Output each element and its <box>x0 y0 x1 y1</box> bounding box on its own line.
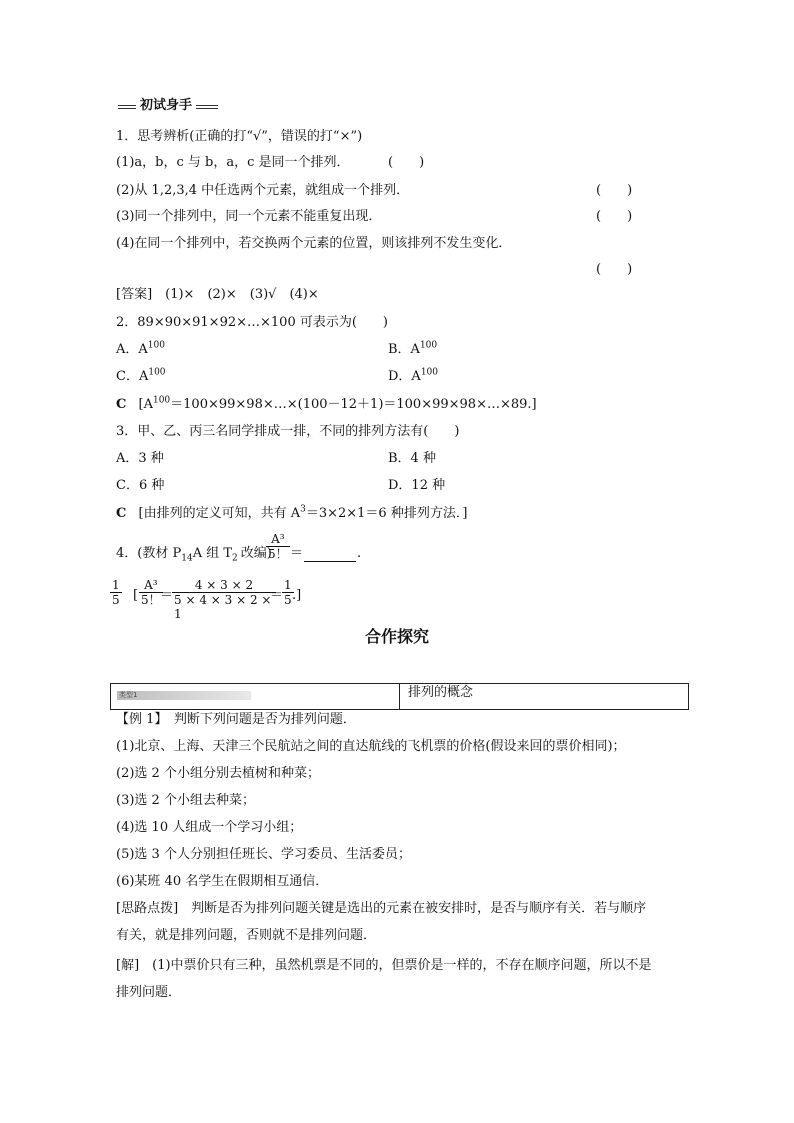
q2-option-d-sup: 100 <box>420 367 438 378</box>
q4-equals: ＝ <box>290 546 304 561</box>
q1-paren-2: ( ) <box>596 183 633 198</box>
q2-option-a-sup: 100 <box>147 340 165 351</box>
q3-answer <box>116 505 467 523</box>
q1-item-3: (3)同一个排列中，同一个元素不能重复出现． <box>116 209 382 224</box>
q4-ans-frac-2-num: 4 × 3 × 2 <box>194 578 254 592</box>
q3-answer-letter: C <box>116 506 127 521</box>
q2-option-c <box>116 368 166 386</box>
q4-ans-frac-2 <box>172 578 276 621</box>
q4-answer-blank <box>304 547 356 562</box>
example1-item-4: (4)选 10 人组成一个学习小组； <box>116 820 303 835</box>
q3-answer-text-1: [由排列的定义可知，共有 A <box>138 506 301 521</box>
q1-paren-1: ( ) <box>388 155 425 170</box>
q3-stem: 3．甲、乙、丙三名同学排成一排，不同的排列方法有( ) <box>116 424 460 439</box>
q2-option-c-text: C．A <box>116 369 149 384</box>
q1-item-2: (2)从 1,2,3,4 中任选两个元素，就组成一个排列． <box>116 183 410 198</box>
q2-option-d <box>388 368 438 386</box>
section-banner <box>118 96 218 116</box>
q1-item-4: (4)在同一个排列中，若交换两个元素的位置，则该排列不发生变化． <box>116 236 512 251</box>
example1-solution-2: 排列问题． <box>116 985 182 1000</box>
example1-solution-1: [解] (1)中票价只有三种，虽然机票是不同的，但票价是一样的，不存在顺序问题，所以不是 <box>116 958 652 973</box>
q4-stem-sub-1: 14 <box>181 553 193 564</box>
q2-answer-letter: C <box>116 397 127 412</box>
q4-ans-frac-2-den: 5 × 4 × 3 × 2 × 1 <box>174 593 272 621</box>
q4-stem <box>116 545 272 563</box>
q4-ans-frac-1-num: A³ <box>144 578 158 592</box>
q2-answer <box>116 396 537 414</box>
q4-ans-eq-2: ＝ <box>270 588 284 603</box>
q1-paren-4: ( ) <box>596 262 633 277</box>
topic-box-title: 排列的概念 <box>408 685 474 700</box>
q4-period: . <box>357 546 362 561</box>
q2-option-a-text: A．A <box>116 342 148 357</box>
example1-stem: 【例 1】 判断下列问题是否为排列问题． <box>116 712 356 727</box>
q2-answer-text-1: [A <box>138 397 153 412</box>
example1-hint-2: 有关，就是排列问题，否则就不是排列问题． <box>116 928 377 943</box>
q4-stem-sub-2: 2 <box>232 553 238 564</box>
q2-option-c-sup: 100 <box>148 367 166 378</box>
topic-box <box>110 683 689 710</box>
example1-item-5: (5)选 3 个人分别担任班长、学习委员、生活委员； <box>116 847 411 862</box>
q4-stem-2: A 组 T <box>192 546 233 561</box>
q4-stem-1: 4．(教材 P <box>116 546 182 561</box>
q4-ans-eq-1: ＝ <box>160 588 174 603</box>
q2-option-b-text: B．A <box>388 342 420 357</box>
q2-option-a <box>116 341 165 359</box>
q2-answer-text-2: ＝100×99×98×…×(100－12＋1)＝100×99×98×…×89.] <box>170 397 537 412</box>
q3-answer-sup: 3 <box>300 504 306 515</box>
section-title: 合作探究 <box>364 627 429 646</box>
q2-option-b <box>388 341 437 359</box>
q4-answer-num: 1 <box>112 578 120 592</box>
example1-item-1: (1)北京、上海、天津三个民航站之间的直达航线的飞机票的价格(假设来回的票价相同)； <box>116 739 626 754</box>
q4-ans-frac-3-num: 1 <box>284 578 292 592</box>
q1-answer: [答案] (1)× (2)× (3)√ (4)× <box>116 287 319 302</box>
q2-answer-sup: 100 <box>152 395 171 406</box>
topic-box-left <box>111 684 400 709</box>
q2-option-d-text: D．A <box>388 369 421 384</box>
q2-option-b-sup: 100 <box>419 340 438 351</box>
topic-tag-text: 类型1 <box>119 691 138 699</box>
q4-fraction <box>266 532 290 561</box>
example1-hint-1: [思路点拨] 判断是否为排列问题关键是选出的元素在被安排时，是否与顺序有关．若与顺序 <box>116 901 647 916</box>
q4-answer-frac <box>110 578 122 607</box>
example1-item-6: (6)某班 40 名学生在假期相互通信． <box>116 874 329 889</box>
banner-label: 初试身手 <box>136 96 196 116</box>
q1-paren-3: ( ) <box>596 209 633 224</box>
q3-option-c: C．6 种 <box>116 478 165 493</box>
q4-stem-3: 改编) <box>240 546 272 561</box>
example1-item-3: (3)选 2 个小组去种菜； <box>116 793 255 808</box>
q3-answer-text-2: ＝3×2×1＝6 种排列方法．] <box>305 506 468 521</box>
q3-option-d: D．12 种 <box>388 478 446 493</box>
q4-ans-open: [ <box>133 588 139 603</box>
q1-item-1: (1)a，b，c 与 b，a，c 是同一个排列． <box>116 155 350 170</box>
q2-stem: 2．89×90×91×92×…×100 可表示为( ) <box>116 315 388 330</box>
q4-ans-close: .] <box>292 588 302 603</box>
q3-option-b: B．4 种 <box>388 451 436 466</box>
q1-stem: 1．思考辨析(正确的打“√”，错误的打“×”) <box>116 129 363 144</box>
q4-ans-frac-3-den: 5 <box>284 593 292 607</box>
q4-frac-num: A³ <box>271 532 285 546</box>
q3-option-a: A．3 种 <box>116 451 164 466</box>
q4-ans-frac-1-den: 5！ <box>141 593 161 607</box>
q4-frac-den: 5！ <box>268 547 288 561</box>
example1-item-2: (2)选 2 个小组分别去植树和种菜； <box>116 766 320 781</box>
q4-answer-den: 5 <box>112 593 120 607</box>
